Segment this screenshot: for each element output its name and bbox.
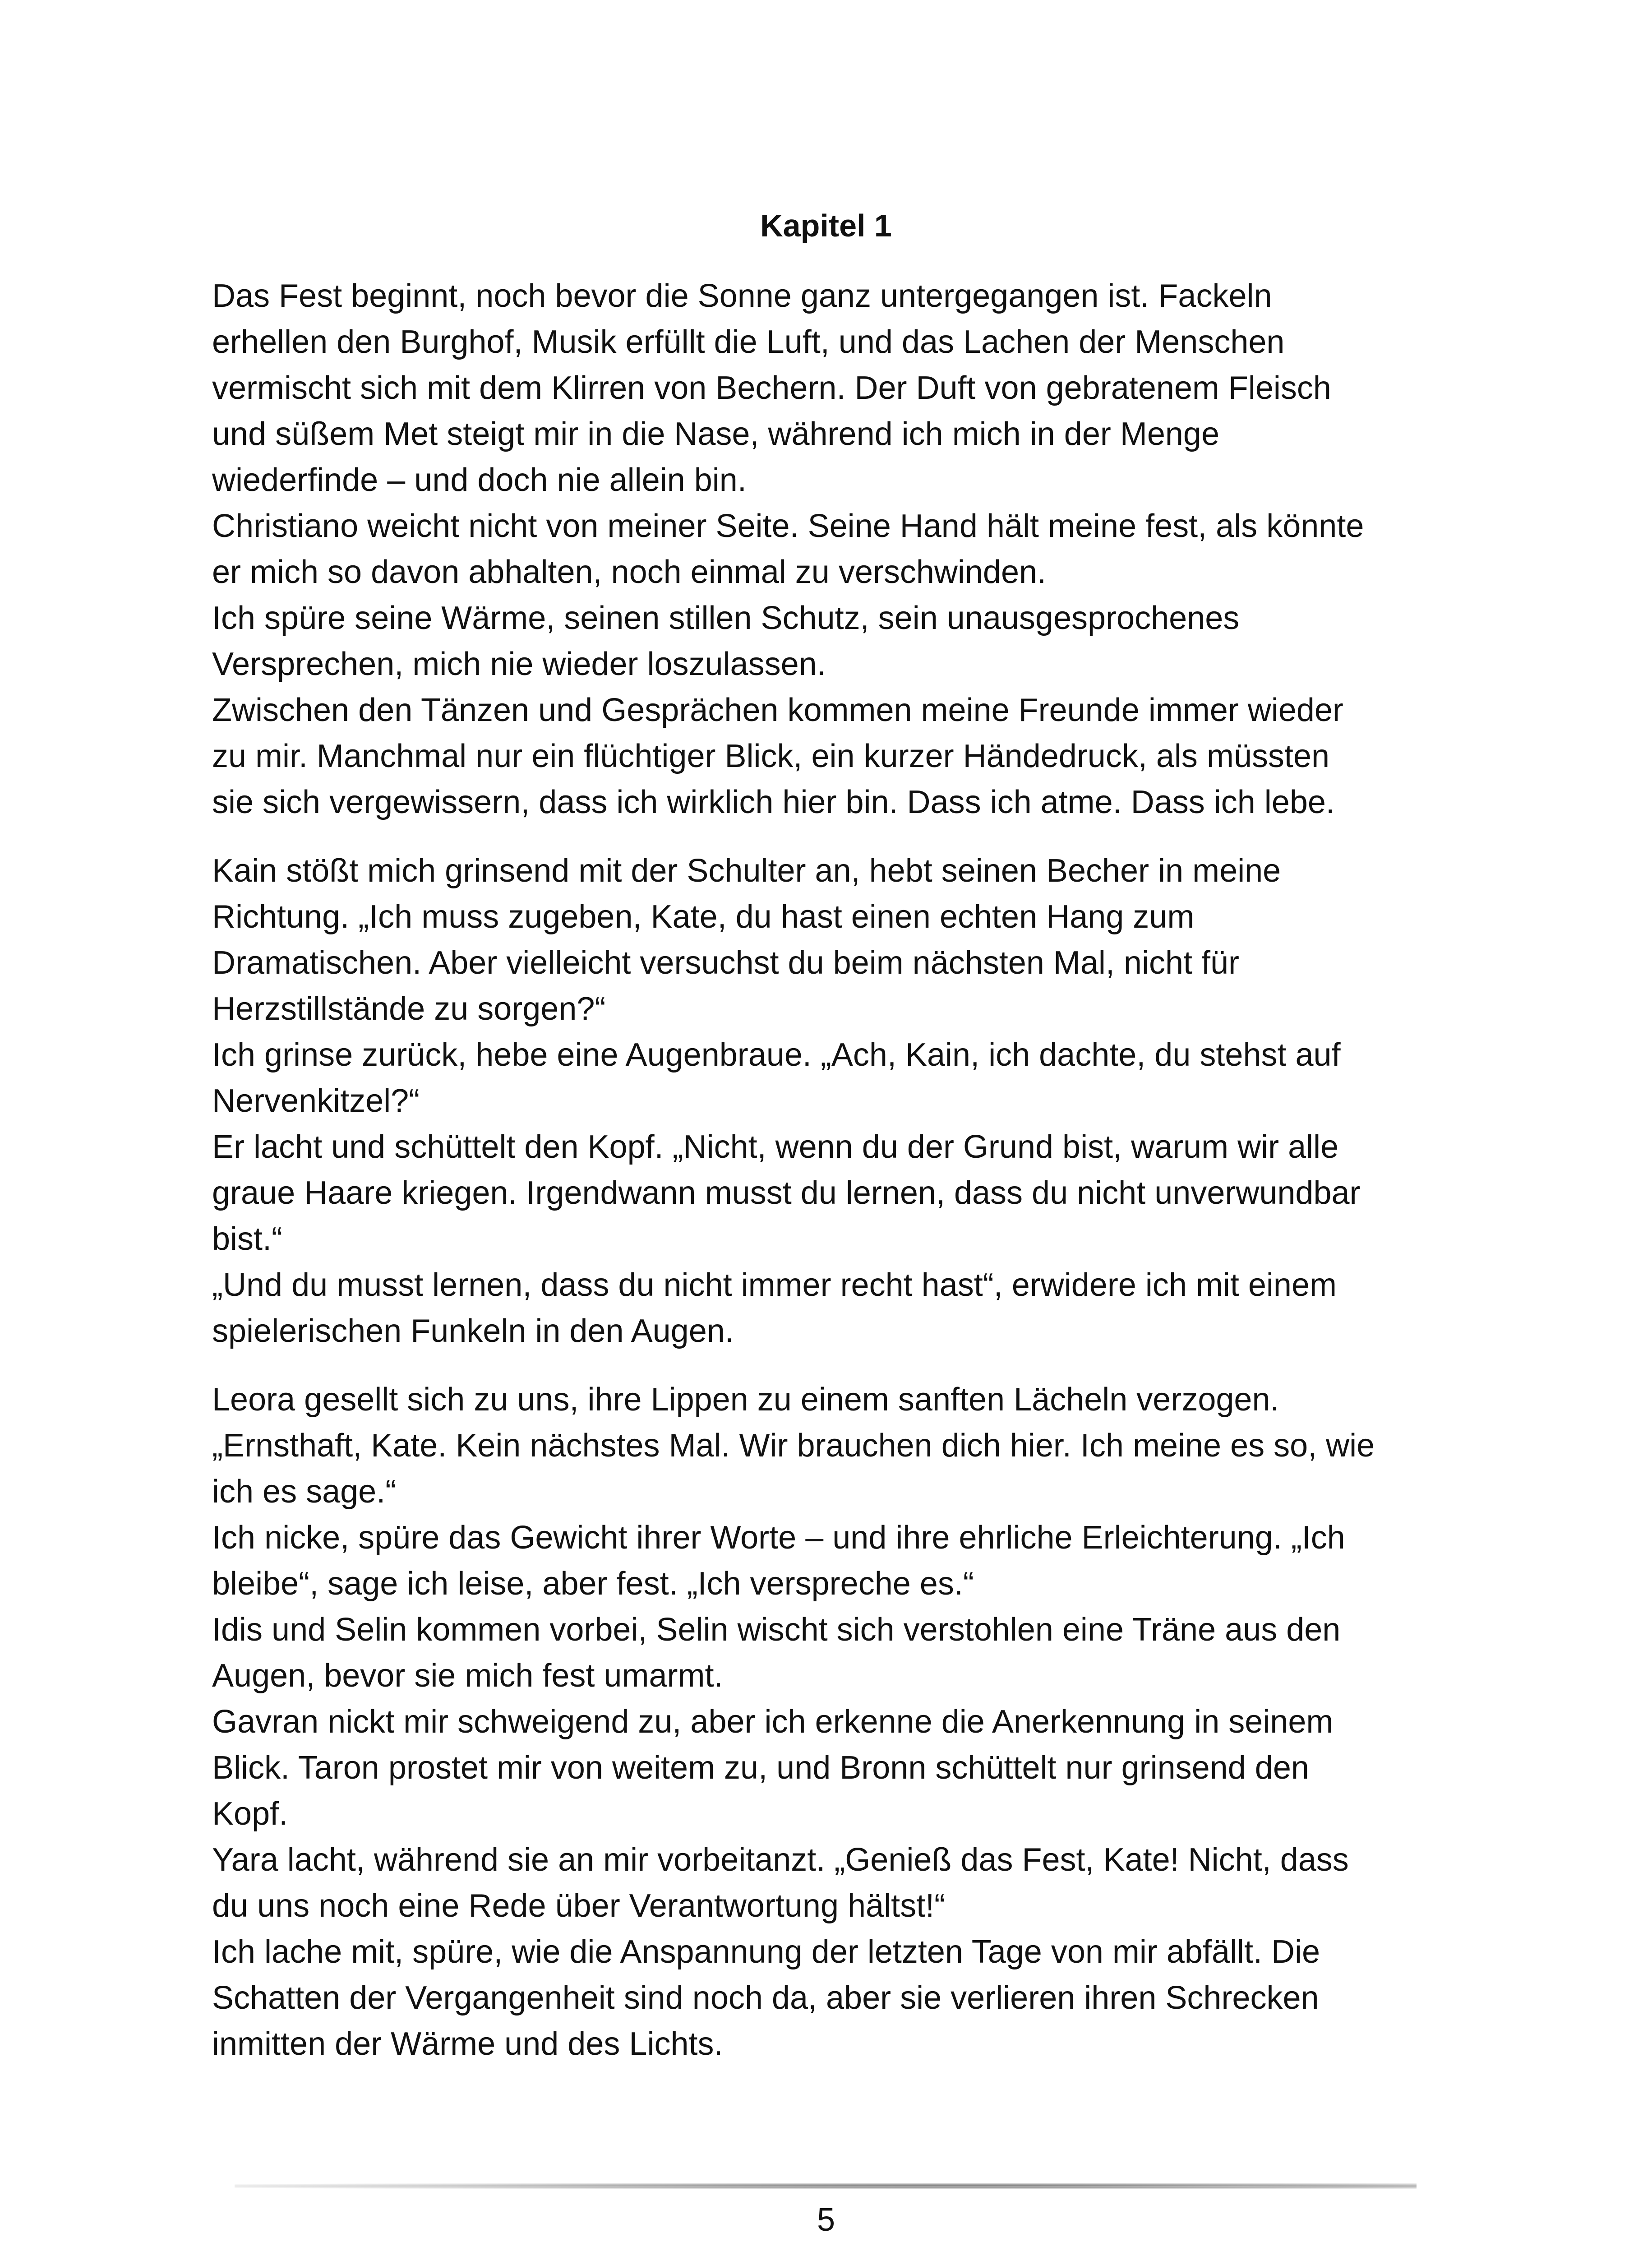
text-line: spielerischen Funkeln in den Augen. [212,1313,734,1349]
chapter-title: Kapitel 1 [760,208,892,243]
text-line: Das Fest beginnt, noch bevor die Sonne ganz untergegangen ist. Fackeln [212,278,1272,314]
text-line: „Ernsthaft, Kate. Kein nächstes Mal. Wir brauchen dich hier. Ich meine es so, wie [212,1428,1375,1464]
text-line: Idis und Selin kommen vorbei, Selin wischt sich verstohlen eine Träne aus den [212,1612,1341,1648]
text-line: Augen, bevor sie mich fest umarmt. [212,1658,723,1694]
text-line: Gavran nickt mir schweigend zu, aber ich erkenne die Anerkennung in seinem [212,1704,1334,1740]
chapter-text [212,273,1457,2067]
text-line: Versprechen, mich nie wieder loszulassen. [212,646,826,682]
text-line: vermischt sich mit dem Klirren von Bechern. Der Duft von gebratenem Fleisch [212,370,1331,406]
text-line: Blick. Taron prostet mir von weitem zu, und Bronn schüttelt nur grinsend den [212,1750,1309,1786]
text-line: Kain stößt mich grinsend mit der Schulter an, hebt seinen Becher in meine [212,853,1281,889]
page-number: 5 [817,2202,835,2238]
text-line: „Und du musst lernen, dass du nicht immer recht hast“, erwidere ich mit einem [212,1267,1337,1303]
text-line: wiederfinde – und doch nie allein bin. [212,462,747,498]
text-line: er mich so davon abhalten, noch einmal zu verschwinden. [212,554,1047,590]
text-line: Er lacht und schüttelt den Kopf. „Nicht, wenn du der Grund bist, warum wir alle [212,1129,1339,1165]
text-line: inmitten der Wärme und des Lichts. [212,2026,723,2062]
text-line: Leora gesellt sich zu uns, ihre Lippen zu einem sanften Lächeln verzogen. [212,1382,1279,1418]
text-line: du uns noch eine Rede über Verantwortung hältst!“ [212,1888,946,1924]
footer-divider [235,2183,1417,2189]
text-line: Ich lache mit, spüre, wie die Anspannung der letzten Tage von mir abfällt. Die [212,1934,1320,1970]
text-line: graue Haare kriegen. Irgendwann musst du lernen, dass du nicht unverwundbar [212,1175,1361,1211]
text-line: sie sich vergewissern, dass ich wirklich hier bin. Dass ich atme. Dass ich lebe. [212,784,1335,820]
text-line: bleibe“, sage ich leise, aber fest. „Ich verspreche es.“ [212,1566,974,1602]
text-line: zu mir. Manchmal nur ein flüchtiger Blick, ein kurzer Händedruck, als müssten [212,738,1330,774]
text-line: Ich nicke, spüre das Gewicht ihrer Worte – und ihre ehrliche Erleichterung. „Ich [212,1520,1345,1556]
text-line: bist.“ [212,1221,283,1257]
text-line: und süßem Met steigt mir in die Nase, während ich mich in der Menge [212,416,1219,452]
text-line: Christiano weicht nicht von meiner Seite. Seine Hand hält meine fest, als könnte [212,508,1364,544]
text-line: Ich grinse zurück, hebe eine Augenbraue. „Ach, Kain, ich dachte, du stehst auf [212,1037,1341,1073]
text-line: Zwischen den Tänzen und Gesprächen kommen meine Freunde immer wieder [212,692,1343,728]
paragraph-gap [212,1354,1457,1377]
text-line: Ich spüre seine Wärme, seinen stillen Schutz, sein unausgesprochenes [212,600,1240,636]
paragraph-gap [212,825,1457,848]
text-line: Dramatischen. Aber vielleicht versuchst du beim nächsten Mal, nicht für [212,945,1240,981]
text-line: Richtung. „Ich muss zugeben, Kate, du hast einen echten Hang zum [212,899,1195,935]
text-line: Yara lacht, während sie an mir vorbeitanzt. „Genieß das Fest, Kate! Nicht, dass [212,1842,1349,1878]
text-line: ich es sage.“ [212,1474,397,1510]
text-line: Herzstillstände zu sorgen?“ [212,991,606,1027]
text-line: Schatten der Vergangenheit sind noch da, aber sie verlieren ihren Schrecken [212,1980,1319,2016]
text-line: Kopf. [212,1796,288,1832]
text-line: erhellen den Burghof, Musik erfüllt die Luft, und das Lachen der Menschen [212,324,1285,360]
text-line: Nervenkitzel?“ [212,1083,420,1119]
